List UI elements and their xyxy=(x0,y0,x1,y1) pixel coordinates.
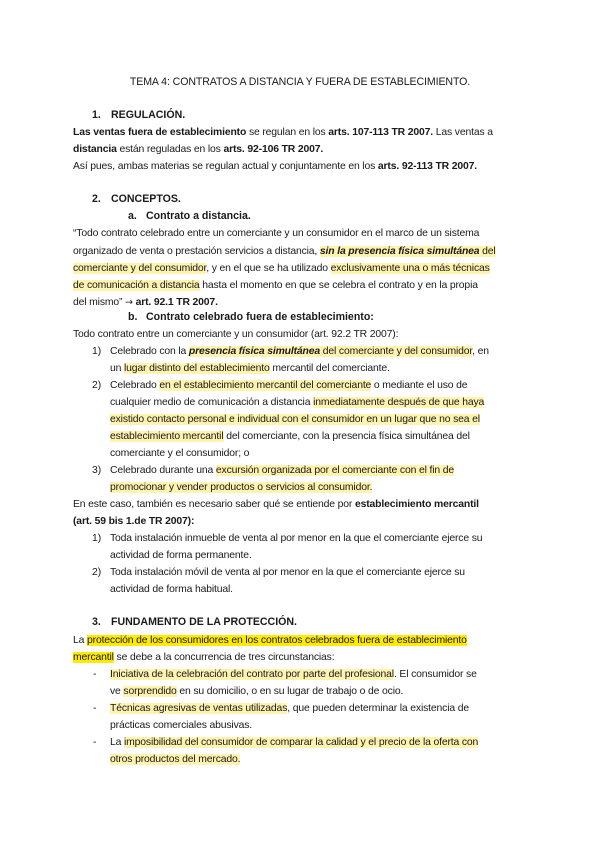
text-run: del comerciante, con la presencia física simultánea del xyxy=(223,431,470,442)
dash-marker: - xyxy=(93,669,97,680)
section-1-line-3 xyxy=(73,158,533,176)
list-item-3-line-1 xyxy=(110,462,525,480)
dash-marker: - xyxy=(93,737,97,748)
circumstance-1-line-1 xyxy=(110,666,525,684)
highlight: Técnicas agresivas de ventas utilizadas xyxy=(110,703,288,714)
establishment-intro-line-1 xyxy=(73,496,533,514)
text-run: Así pues, ambas materias se regulan actual y conjuntamente en los xyxy=(73,161,378,172)
text-run: Celebrado con la xyxy=(110,346,189,357)
text-run: art. 92.1 TR 2007. xyxy=(132,297,218,308)
text-run: hasta el momento en que se celebra el contrato y en la propia xyxy=(199,280,478,291)
circumstance-2-line-2: prácticas comerciales abusivas. xyxy=(110,720,253,731)
highlight: inmediatamente después de que haya xyxy=(313,397,485,408)
text-run: , en xyxy=(472,346,489,357)
section-1-line-2 xyxy=(73,141,533,159)
highlight: existido contacto personal e individual con el consumidor en un lugar que no sea el xyxy=(110,414,480,425)
text-run: arts. 92-106 TR 2007. xyxy=(223,144,324,155)
highlight: establecimiento mercantil xyxy=(110,431,224,442)
list-marker: 3) xyxy=(92,465,102,476)
text-run: . El consumidor se xyxy=(393,669,477,680)
text-run: Celebrado durante una xyxy=(110,465,216,476)
text-run: del mismo” xyxy=(73,297,126,308)
highlight: exclusivamente una o más técnicas xyxy=(330,263,490,274)
highlight: comerciante y del consumidor xyxy=(73,263,207,274)
highlight: imposibilidad del consumidor de comparar la calidad y el precio de la oferta con xyxy=(124,737,479,748)
document-title: TEMA 4: CONTRATOS A DISTANCIA Y FUERA DE ESTABLECIMIENTO. xyxy=(129,76,471,88)
text-run: La xyxy=(110,737,124,748)
list-item-1-line-1 xyxy=(110,343,525,361)
text-run: La xyxy=(73,635,87,646)
text-run: , que pueden determinar la existencia de xyxy=(287,703,469,714)
subsection-a-heading: Contrato a distancia. xyxy=(146,210,251,222)
section-1-heading: REGULACIÓN. xyxy=(111,109,186,121)
text-run: Las ventas fuera de establecimiento xyxy=(73,127,247,138)
arrow-icon: → xyxy=(125,297,133,308)
distance-definition-line-1: “Todo contrato celebrado entre un comerciante y un consumidor en el marco de un sistema xyxy=(73,228,480,239)
text-run: se debe a la concurrencia de tres circunstancias: xyxy=(113,652,335,663)
text-run: están reguladas en los xyxy=(116,144,224,155)
highlight: en el establecimiento mercantil del comerciante xyxy=(159,380,372,391)
text-run: Celebrado xyxy=(110,380,160,391)
section-1-number: 1. xyxy=(92,109,101,121)
subsection-a-marker: a. xyxy=(128,210,137,222)
highlight: sin la presencia física simultánea xyxy=(319,246,480,257)
list-item-2-line-2 xyxy=(110,394,525,412)
highlight: presencia física simultánea xyxy=(188,346,321,357)
dash-marker: - xyxy=(93,703,97,714)
text-run: en su domicilio, o en su lugar de trabajo o de ocio. xyxy=(176,686,404,697)
establishment-item-2-line-1: Toda instalación móvil de venta al por menor en la que el comerciante ejerce su xyxy=(110,567,465,578)
highlight: sorprendido xyxy=(123,686,177,697)
text-run: organizado de venta o prestación servicios a distancia, xyxy=(73,246,320,257)
section-1-line-1 xyxy=(73,124,533,142)
establishment-item-1-line-2: actividad de forma permanente. xyxy=(110,550,252,561)
text-run: un xyxy=(110,363,124,374)
text-run: Las ventas a xyxy=(433,127,493,138)
list-item-2-line-3 xyxy=(110,411,525,429)
highlight: otros productos del mercado. xyxy=(110,754,241,765)
list-item-1-line-2 xyxy=(110,360,525,378)
text-run: o mediante el uso de xyxy=(371,380,468,391)
protection-line-1 xyxy=(73,632,533,650)
highlight: promocionar y vender productos o servicios al consumidor. xyxy=(110,482,373,493)
highlight: de comunicación a distancia xyxy=(73,280,200,291)
section-3-number: 3. xyxy=(92,616,101,628)
circumstance-3-line-2 xyxy=(110,751,525,769)
establishment-intro-line-2: (art. 59 bis 1.de TR 2007): xyxy=(73,516,195,527)
list-item-2-line-1 xyxy=(110,377,525,395)
highlight: del xyxy=(479,246,496,257)
list-item-2-line-4 xyxy=(110,428,525,446)
establishment-item-1-line-1: Toda instalación inmueble de venta al por menor en la que el comerciante ejerce su xyxy=(110,533,483,544)
text-run: , y en el que se ha utilizado xyxy=(206,263,331,274)
section-2-number: 2. xyxy=(92,193,101,205)
text-run: ve xyxy=(110,686,124,697)
protection-line-2 xyxy=(73,649,533,667)
list-item-2-line-5: comerciante y el consumidor; o xyxy=(110,448,250,459)
text-run: distancia xyxy=(73,144,117,155)
text-run: arts. 107-113 TR 2007. xyxy=(328,127,433,138)
subsection-b-marker: b. xyxy=(128,311,138,323)
highlight: del comerciante y del consumidor xyxy=(320,346,473,357)
highlight: mercantil xyxy=(73,652,114,663)
text-run: se regulan en los xyxy=(246,127,329,138)
text-run: En este caso, también es necesario saber qué se entiende por xyxy=(73,499,355,510)
highlight: excursión organizada por el comerciante con el fin de xyxy=(215,465,454,476)
circumstance-3-line-1 xyxy=(110,734,525,752)
distance-definition-line-3 xyxy=(73,260,533,278)
section-3-heading: FUNDAMENTO DE LA PROTECCIÓN. xyxy=(111,616,297,628)
list-marker: 1) xyxy=(92,346,102,357)
distance-definition-line-2 xyxy=(73,243,533,261)
distance-definition-line-5 xyxy=(73,294,533,312)
establishment-item-2-line-2: actividad de forma habitual. xyxy=(110,584,233,595)
text-run: arts. 92-113 TR 2007. xyxy=(377,161,477,172)
distance-definition-line-4 xyxy=(73,277,533,295)
subsection-b-heading: Contrato celebrado fuera de establecimiento: xyxy=(146,311,374,323)
highlight: lugar distinto del establecimiento xyxy=(124,363,270,374)
text-run: cualquier medio de comunicación a distancia xyxy=(110,397,314,408)
text-run: establecimiento mercantil xyxy=(354,499,479,510)
list-marker: 1) xyxy=(92,533,102,544)
offpremises-intro: Todo contrato entre un comerciante y un consumidor (art. 92.2 TR 2007): xyxy=(73,329,399,340)
circumstance-2-line-1 xyxy=(110,700,525,718)
highlight: Iniciativa de la celebración del contrato por parte del profesional xyxy=(110,669,394,680)
list-marker: 2) xyxy=(92,380,102,391)
circumstance-1-line-2 xyxy=(110,683,525,701)
list-marker: 2) xyxy=(92,567,102,578)
section-2-heading: CONCEPTOS. xyxy=(111,193,181,205)
text-run: mercantil del comerciante. xyxy=(269,363,390,374)
highlight: protección de los consumidores en los contratos celebrados fuera de establecimiento xyxy=(87,635,467,646)
list-item-3-line-2 xyxy=(110,479,525,497)
